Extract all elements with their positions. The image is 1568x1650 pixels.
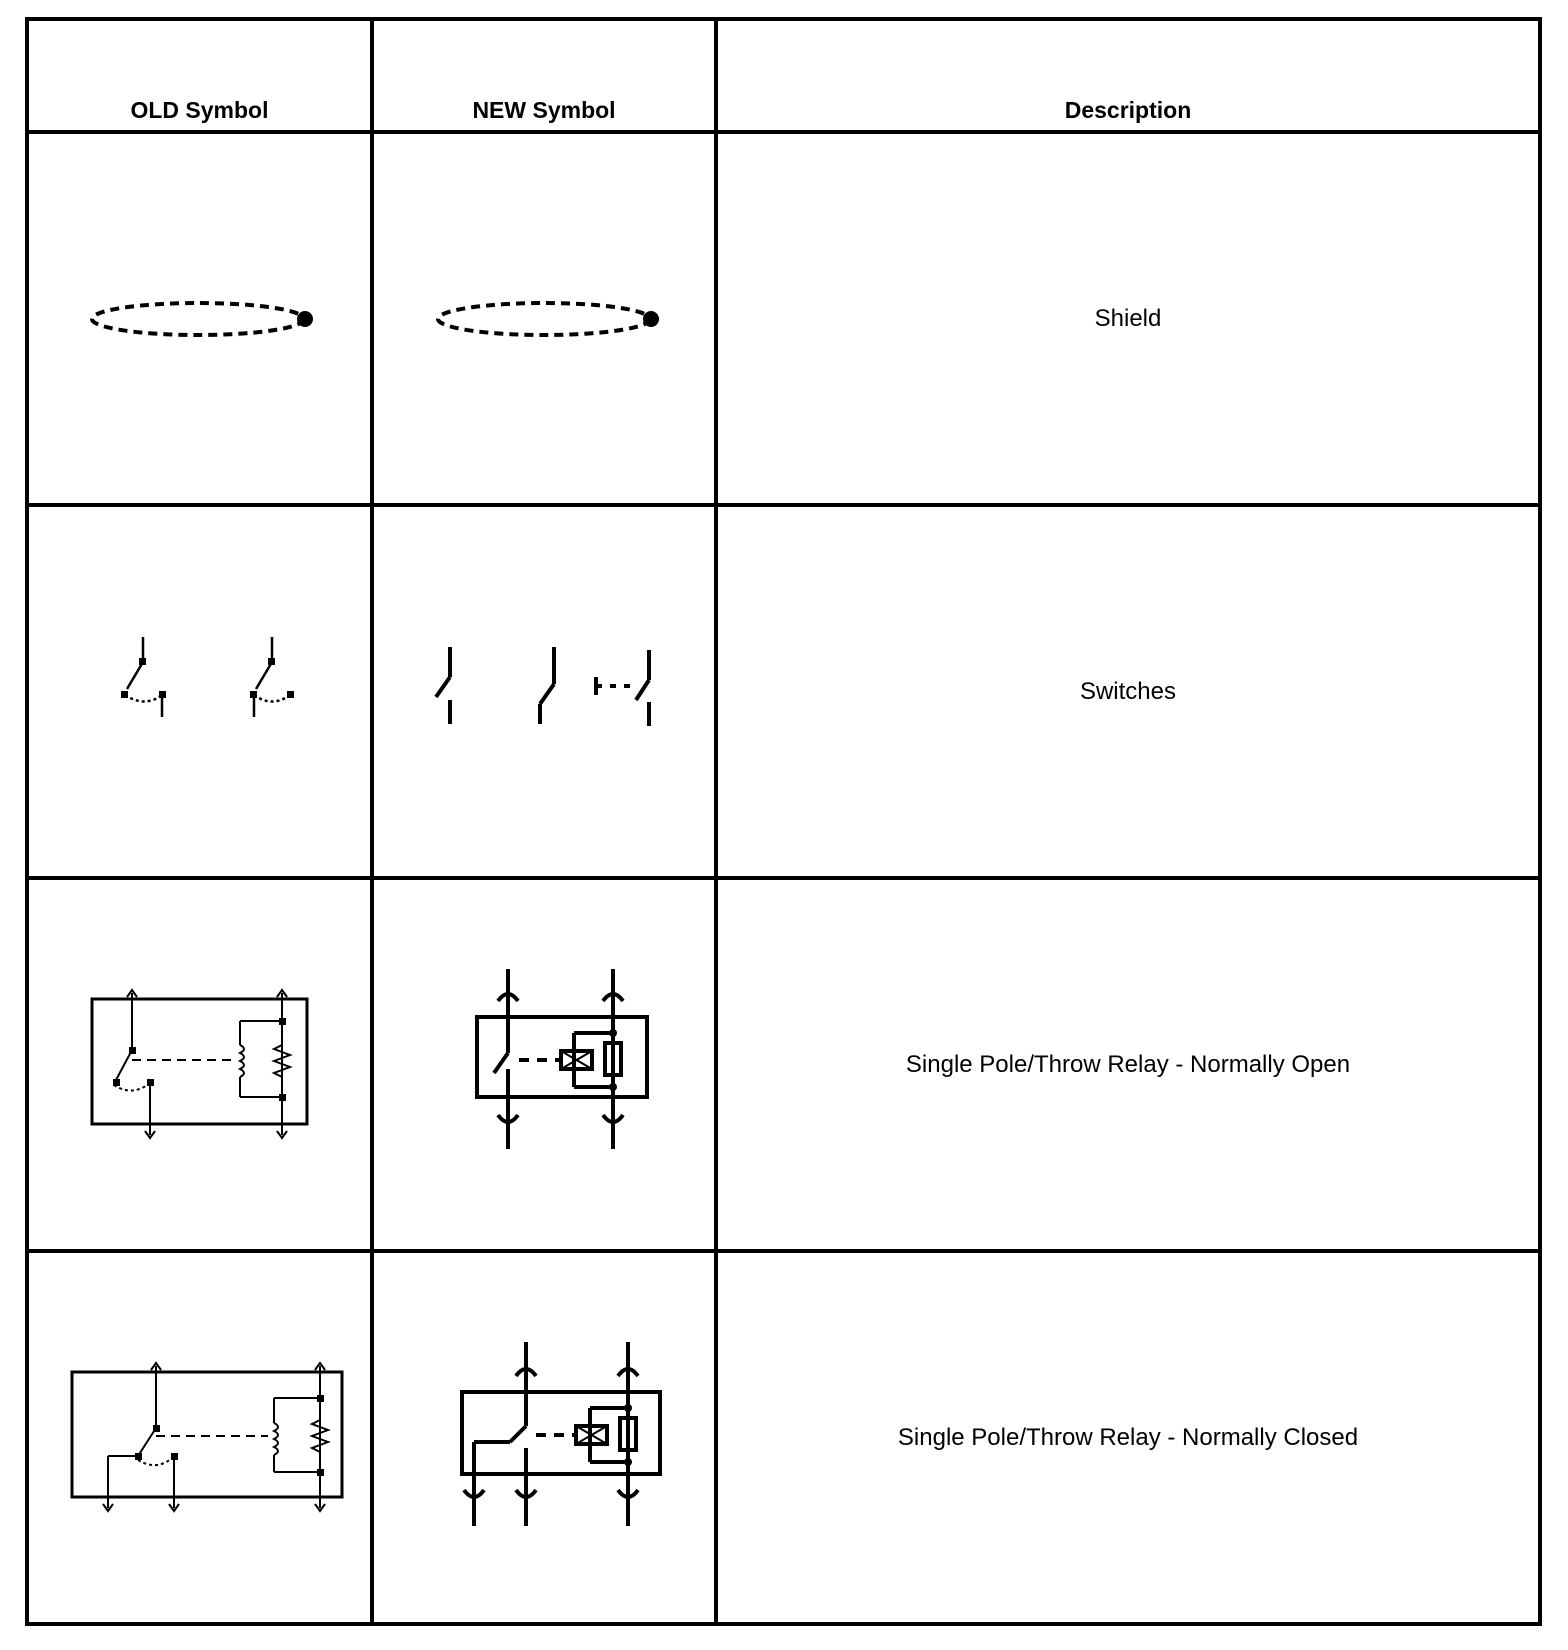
table-row: [27, 1251, 1540, 1624]
old-relay-normally-open-icon: [50, 975, 350, 1155]
header-row: [27, 19, 1540, 132]
table-row: [27, 132, 1540, 505]
new-symbol-cell: [372, 878, 716, 1251]
new-symbol-cell: [372, 1251, 716, 1624]
new-relay-normally-open-icon: [394, 965, 694, 1165]
description-cell: Switches: [716, 505, 1540, 878]
table-row: [27, 878, 1540, 1251]
table-row: [27, 505, 1540, 878]
new-symbol-cell: [372, 505, 716, 878]
description-cell: Single Pole/Throw Relay - Normally Closed: [716, 1251, 1540, 1624]
new-switch-icon: [394, 622, 694, 762]
new-relay-normally-closed-icon: [394, 1338, 694, 1538]
header-old-symbol: OLD Symbol: [27, 19, 372, 132]
old-symbol-cell: [27, 1251, 372, 1624]
old-switch-icon: [50, 622, 350, 762]
new-symbol-cell: [372, 132, 716, 505]
old-shield-icon: [50, 259, 350, 379]
header-description: Description: [716, 19, 1540, 132]
old-symbol-cell: [27, 505, 372, 878]
symbol-table: [25, 17, 1542, 1626]
header-new-symbol: NEW Symbol: [372, 19, 716, 132]
new-shield-icon: [394, 259, 694, 379]
old-relay-normally-closed-icon: [50, 1348, 350, 1528]
description-cell: Single Pole/Throw Relay - Normally Open: [716, 878, 1540, 1251]
old-symbol-cell: [27, 132, 372, 505]
old-symbol-cell: [27, 878, 372, 1251]
description-cell: Shield: [716, 132, 1540, 505]
